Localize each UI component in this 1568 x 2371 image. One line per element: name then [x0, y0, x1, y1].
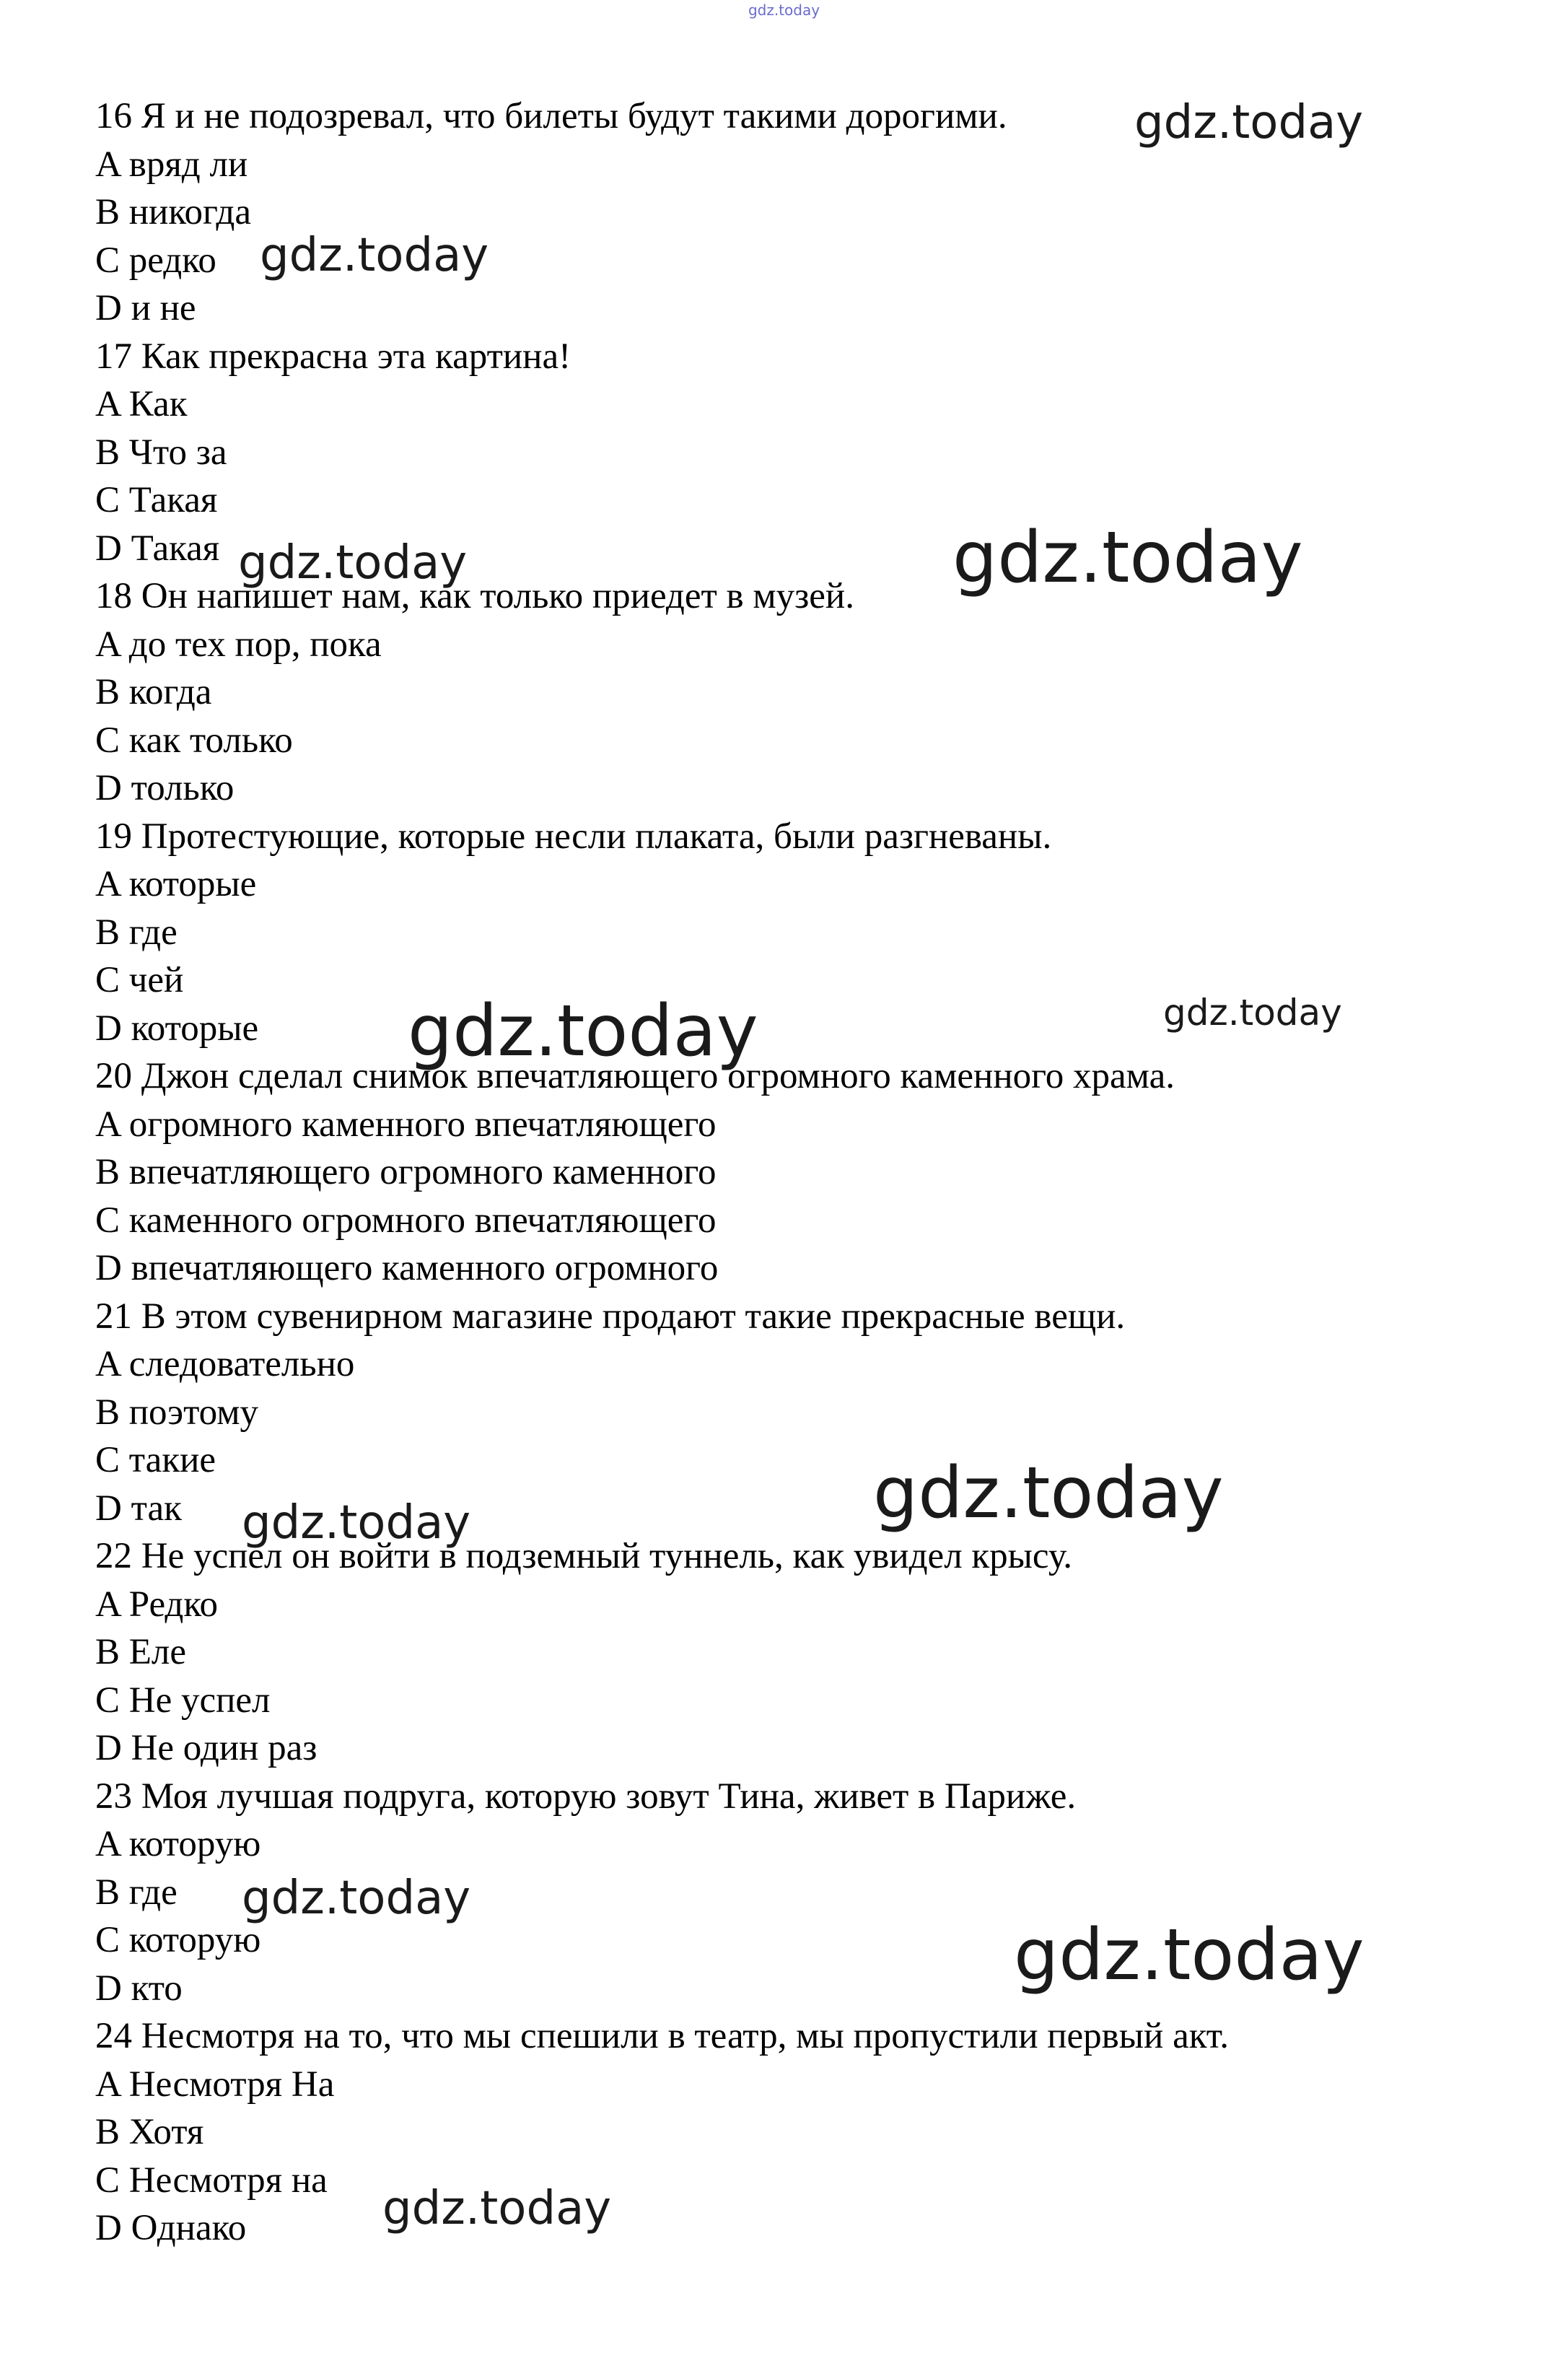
answer-option: D Такая [95, 528, 220, 569]
watermark: gdz.today [260, 229, 489, 282]
answer-option: B Еле [95, 1632, 187, 1672]
answer-option: B поэтому [95, 1392, 258, 1433]
answer-option: C чей [95, 960, 184, 1000]
answer-option: D кто [95, 1968, 183, 2009]
question-line: 24 Несмотря на то, что мы спешили в театр, мы пропустили первый акт. [95, 2016, 1230, 2056]
answer-option: B Хотя [95, 2112, 204, 2152]
answer-option: D которые [95, 1008, 259, 1049]
question-line: 23 Моя лучшая подруга, которую зовут Тина, живет в Париже. [95, 1776, 1077, 1817]
answer-option: C редко [95, 240, 216, 281]
question-line: 17 Как прекрасна эта картина! [95, 336, 571, 377]
watermark: gdz.today [1014, 1914, 1365, 1996]
answer-option: C которую [95, 1920, 261, 1960]
watermark: gdz.today [1134, 96, 1364, 149]
answer-option: C как только [95, 720, 293, 761]
answer-option: C Несмотря на [95, 2160, 328, 2201]
answer-option: A которые [95, 864, 257, 904]
answer-option: A Как [95, 384, 188, 424]
answer-option: D только [95, 768, 235, 808]
answer-option: D Не один раз [95, 1728, 317, 1768]
answer-option: C Такая [95, 480, 218, 520]
watermark: gdz.today [382, 2182, 612, 2235]
answer-option: B где [95, 1872, 178, 1913]
header-watermark: gdz.today [748, 1, 820, 19]
question-line: 19 Протестующие, которые несли плаката, были разгневаны. [95, 816, 1052, 857]
answer-option: B впечатляющего огромного каменного [95, 1152, 717, 1192]
answer-option: B где [95, 912, 178, 953]
answer-option: D впечатляющего каменного огромного [95, 1248, 719, 1288]
answer-option: C Не успел [95, 1680, 271, 1721]
answer-option: B Что за [95, 432, 227, 473]
watermark: gdz.today [238, 536, 468, 590]
question-line: 16 Я и не подозревал, что билеты будут такими дорогими. [95, 96, 1007, 136]
watermark: gdz.today [952, 517, 1303, 599]
watermark: gdz.today [408, 990, 758, 1073]
answer-option: A Редко [95, 1584, 219, 1625]
answer-option: A которую [95, 1824, 261, 1864]
answer-option: A следовательно [95, 1344, 355, 1384]
watermark: gdz.today [242, 1496, 471, 1550]
answer-option: A вряд ли [95, 144, 248, 185]
answer-option: A до тех пор, пока [95, 624, 382, 665]
answer-option: C каменного огромного впечатляющего [95, 1200, 717, 1241]
question-line: 22 Не успел он войти в подземный туннель, как увидел крысу. [95, 1536, 1073, 1576]
watermark: gdz.today [873, 1452, 1224, 1534]
answer-option: A Несмотря На [95, 2064, 335, 2105]
answer-option: A огромного каменного впечатляющего [95, 1104, 717, 1145]
question-line: 20 Джон сделал снимок впечатляющего огромного каменного храма. [95, 1056, 1175, 1096]
answer-option: B никогда [95, 192, 252, 232]
watermark: gdz.today [242, 1872, 471, 1925]
answer-option: B когда [95, 672, 212, 712]
answer-option: D и не [95, 288, 196, 328]
answer-option: C такие [95, 1440, 216, 1480]
question-line: 18 Он напишет нам, как только приедет в музей. [95, 576, 854, 616]
answer-option: D Однако [95, 2208, 247, 2248]
watermark: gdz.today [1163, 992, 1342, 1034]
answer-option: D так [95, 1488, 182, 1529]
question-line: 21 В этом сувенирном магазине продают такие прекрасные вещи. [95, 1296, 1126, 1337]
